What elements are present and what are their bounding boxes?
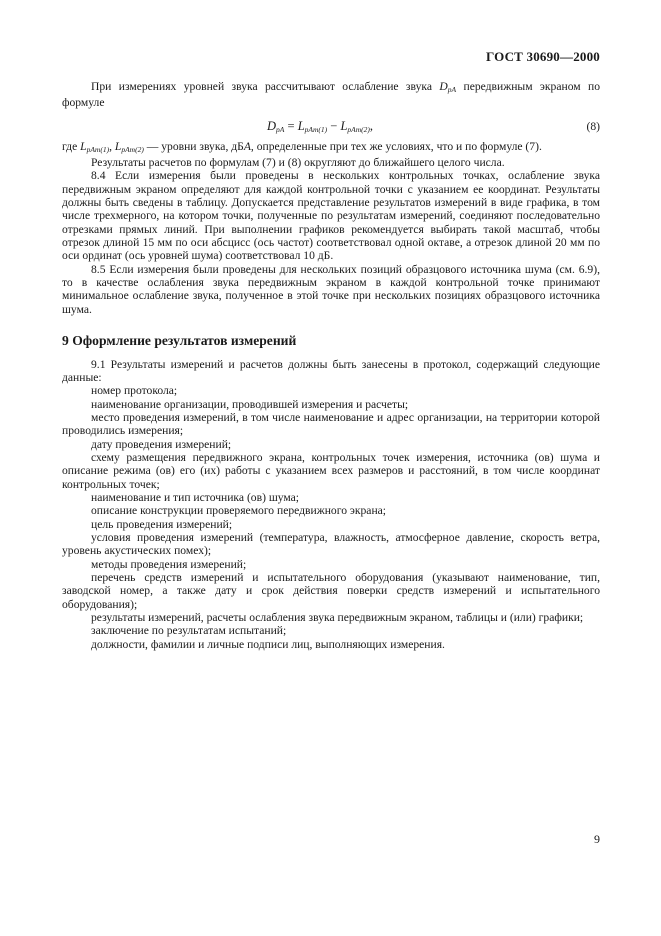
list-item: перечень средств измерений и испытательного оборудования (указывают наименование, тип, заводской номер, а также дату и срок действия поверки средств измерений и испытательного оборудования);	[62, 571, 600, 611]
where-symbol2-sub: pAm(2)	[121, 144, 144, 154]
page-content	[62, 80, 600, 651]
where-paragraph	[62, 140, 600, 156]
where-symbol1: L	[80, 139, 87, 153]
where-prefix: где	[62, 139, 81, 153]
list-item: должности, фамилии и личные подписи лиц, выполняющих измерения.	[91, 637, 445, 651]
formula-eq: =	[284, 118, 298, 133]
protocol-items-list	[62, 384, 600, 651]
where-unit: А	[243, 139, 251, 153]
list-item: наименование организации, проводившей измерения и расчеты;	[91, 397, 409, 411]
list-item: методы проведения измерений;	[91, 557, 247, 571]
intro-symbol: D	[439, 80, 448, 93]
rounding-paragraph: Результаты расчетов по формулам (7) и (8) округляют до ближайшего целого числа.	[91, 156, 505, 170]
intro-paragraph	[62, 80, 600, 110]
standard-header: ГОСТ 30690—2000	[485, 49, 600, 64]
where-symbol1-sub: pAm(1)	[86, 144, 110, 154]
paragraph-8-5: 8.5 Если измерения были проведены для нескольких позиций образцового источника шума (см. 6.9), то в качестве ослабления звука передвижным экраном в каждой контрольной точке принимают минимальное ослабление звука, полученное в этой точке при нескольких позициях образцового источника шума.	[62, 262, 600, 316]
list-item: схему размещения передвижного экрана, контрольных точек измерения, источника (ов) шума и описание режима (ов) его (их) работы с указанием всех размеров и расстояний, в том числе координат контрольных точек;	[62, 450, 600, 491]
list-item: место проведения измерений, в том числе наименование и адрес организации, на территории которой проводились измерения;	[62, 410, 600, 438]
formula-term2: L	[340, 118, 348, 133]
formula-term1-sub: pAm(1)	[304, 124, 328, 134]
list-item: описание конструкции проверяемого передвижного экрана;	[91, 504, 387, 518]
formula-number: (8)	[586, 119, 600, 133]
formula-expression	[267, 120, 373, 136]
paragraph-9-1: 9.1 Результаты измерений и расчетов должны быть занесены в протокол, содержащий следующие данные:	[62, 357, 600, 384]
page-number: 9	[594, 832, 600, 846]
where-sep: ,	[109, 139, 115, 153]
list-item: условия проведения измерений (температура, влажность, атмосферное давление, скорость ветра, уровень акустических помех);	[62, 530, 600, 558]
formula-lhs-sub: pA	[276, 124, 285, 134]
paragraph-8-4: 8.4 Если измерения были проведены в нескольких контрольных точках, ослабление звука передвижным экраном определяют для каждой контрольной точки с указанием ее координат. Результаты должны быть сведены в таблицу. Допускается представление результатов измерений в виде графика, в том числе трехмерного, на котором точки, полученные по результатам измерений, соединяют последовательно отрезками прямых линий. При выполнении графиков рекомендуется выбирать такой масштаб, чтобы отрезок длиной 15 мм по оси абсцисс (ось частот) соответствовал одной октаве, а отрезок длиной 20 мм по оси ординат (ось уровней шума) соответствовал 10 дБ.	[62, 169, 600, 263]
list-item: наименование и тип источника (ов) шума;	[91, 490, 300, 504]
intro-symbol-sub: pA	[447, 85, 457, 94]
section-9-heading: 9 Оформление результатов измерений	[62, 333, 297, 349]
formula-minus: −	[327, 118, 341, 133]
formula-8	[62, 114, 600, 140]
list-item: цель проведения измерений;	[91, 517, 233, 531]
formula-comma: ,	[369, 118, 374, 133]
where-text: — уровни звука, дБ	[143, 139, 244, 153]
where-symbol2: L	[114, 139, 122, 153]
formula-lhs: D	[267, 118, 277, 133]
list-item: дату проведения измерений;	[91, 437, 232, 451]
list-item: номер протокола;	[91, 384, 178, 398]
intro-text: При измерениях уровней звука рассчитывают ослабление звука	[91, 80, 440, 93]
list-item: заключение по результатам испытаний;	[91, 624, 287, 638]
where-text2: , определенные при тех же условиях, что и по формуле (7).	[250, 139, 542, 153]
list-item: результаты измерений, расчеты ослабления звука передвижным экраном, таблицы и (или) графики;	[91, 611, 584, 625]
intro-text-after: передвижным экраном по формуле	[62, 80, 600, 110]
formula-term2-sub: pAm(2)	[347, 124, 370, 134]
formula-term1: L	[297, 118, 305, 133]
